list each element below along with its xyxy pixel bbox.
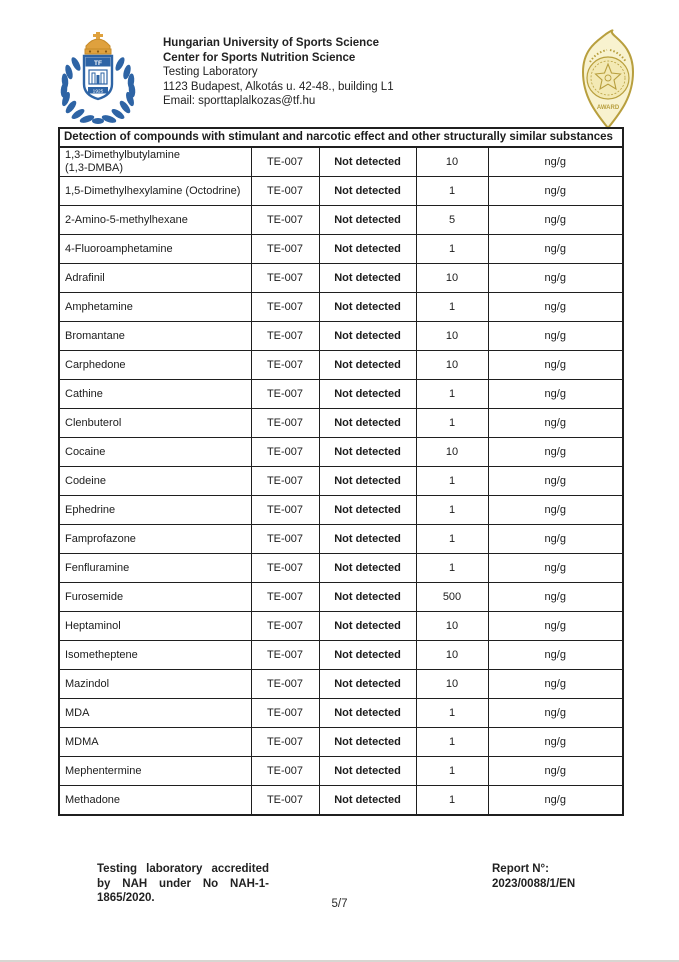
method-cell: TE-007 — [251, 235, 319, 264]
results-table — [58, 127, 624, 816]
unit-cell: ng/g — [488, 293, 623, 322]
svg-text:TF: TF — [94, 59, 102, 67]
method-cell: TE-007 — [251, 351, 319, 380]
substance-cell: Amphetamine — [59, 293, 251, 322]
limit-cell: 1 — [416, 728, 488, 757]
limit-cell: 10 — [416, 612, 488, 641]
page-number: 5/7 — [331, 898, 348, 910]
substance-cell: 4-Fluoroamphetamine — [59, 235, 251, 264]
substance-cell: Heptaminol — [59, 612, 251, 641]
unit-cell: ng/g — [488, 147, 623, 177]
org-email: Email: sporttaplalkozas@tf.hu — [163, 95, 316, 108]
unit-cell: ng/g — [488, 351, 623, 380]
result-cell: Not detected — [319, 641, 416, 670]
table-row — [59, 293, 623, 322]
method-cell: TE-007 — [251, 409, 319, 438]
result-cell: Not detected — [319, 409, 416, 438]
limit-cell: 1 — [416, 177, 488, 206]
crown-icon — [85, 32, 111, 54]
limit-cell: 10 — [416, 351, 488, 380]
substance-cell: Ephedrine — [59, 496, 251, 525]
limit-cell: 10 — [416, 322, 488, 351]
limit-cell: 10 — [416, 438, 488, 467]
substance-cell: MDMA — [59, 728, 251, 757]
unit-cell: ng/g — [488, 786, 623, 816]
result-cell: Not detected — [319, 786, 416, 816]
table-row — [59, 206, 623, 235]
method-cell: TE-007 — [251, 728, 319, 757]
result-cell: Not detected — [319, 380, 416, 409]
report-number: 2023/0088/1/EN — [492, 877, 576, 890]
method-cell: TE-007 — [251, 380, 319, 409]
svg-text:1925: 1925 — [92, 89, 104, 95]
result-cell: Not detected — [319, 467, 416, 496]
limit-cell: 1 — [416, 293, 488, 322]
limit-cell: 1 — [416, 786, 488, 816]
method-cell: TE-007 — [251, 583, 319, 612]
limit-cell: 10 — [416, 264, 488, 293]
substance-cell: Adrafinil — [59, 264, 251, 293]
table-row — [59, 322, 623, 351]
substance-cell: MDA — [59, 699, 251, 728]
method-cell: TE-007 — [251, 786, 319, 816]
unit-cell: ng/g — [488, 467, 623, 496]
limit-cell: 1 — [416, 235, 488, 264]
substance-cell: 1,3-Dimethylbutylamine (1,3-DMBA) — [59, 147, 251, 177]
table-row — [59, 467, 623, 496]
unit-cell: ng/g — [488, 728, 623, 757]
result-cell: Not detected — [319, 206, 416, 235]
table-row — [59, 554, 623, 583]
method-cell: TE-007 — [251, 641, 319, 670]
result-cell: Not detected — [319, 293, 416, 322]
report-number-block — [492, 862, 632, 891]
substance-cell: Methadone — [59, 786, 251, 816]
table-title-row — [59, 128, 623, 147]
limit-cell: 1 — [416, 380, 488, 409]
table-row — [59, 496, 623, 525]
method-cell: TE-007 — [251, 525, 319, 554]
limit-cell: 500 — [416, 583, 488, 612]
method-cell: TE-007 — [251, 612, 319, 641]
report-label: Report N°: — [492, 863, 549, 875]
substance-cell: Codeine — [59, 467, 251, 496]
result-cell: Not detected — [319, 583, 416, 612]
limit-cell: 10 — [416, 147, 488, 177]
table-row — [59, 786, 623, 816]
table-row — [59, 525, 623, 554]
table-row — [59, 641, 623, 670]
result-cell: Not detected — [319, 177, 416, 206]
org-lab: Testing Laboratory — [163, 66, 258, 79]
result-cell: Not detected — [319, 525, 416, 554]
limit-cell: 1 — [416, 525, 488, 554]
seal-caption: AWARD — [596, 105, 620, 111]
unit-cell: ng/g — [488, 496, 623, 525]
substance-cell: 2-Amino-5-methylhexane — [59, 206, 251, 235]
limit-cell: 1 — [416, 467, 488, 496]
method-cell: TE-007 — [251, 177, 319, 206]
unit-cell: ng/g — [488, 206, 623, 235]
results-table-body — [59, 128, 623, 815]
method-cell: TE-007 — [251, 438, 319, 467]
result-cell: Not detected — [319, 235, 416, 264]
unit-cell: ng/g — [488, 699, 623, 728]
substance-cell: Mephentermine — [59, 757, 251, 786]
org-name: Hungarian University of Sports Science — [163, 37, 380, 49]
university-logo-icon — [52, 26, 144, 128]
table-row — [59, 583, 623, 612]
limit-cell: 1 — [416, 409, 488, 438]
method-cell: TE-007 — [251, 467, 319, 496]
limit-cell: 10 — [416, 670, 488, 699]
limit-cell: 1 — [416, 496, 488, 525]
substance-cell: Isometheptene — [59, 641, 251, 670]
result-cell: Not detected — [319, 670, 416, 699]
result-cell: Not detected — [319, 264, 416, 293]
result-cell: Not detected — [319, 728, 416, 757]
result-cell: Not detected — [319, 699, 416, 728]
result-cell: Not detected — [319, 757, 416, 786]
method-cell: TE-007 — [251, 496, 319, 525]
substance-cell: Bromantane — [59, 322, 251, 351]
table-row — [59, 757, 623, 786]
limit-cell: 10 — [416, 641, 488, 670]
method-cell: TE-007 — [251, 293, 319, 322]
table-row — [59, 264, 623, 293]
result-cell: Not detected — [319, 496, 416, 525]
method-cell: TE-007 — [251, 554, 319, 583]
org-address: 1123 Budapest, Alkotás u. 42-48., building L1 — [163, 80, 394, 93]
table-row — [59, 438, 623, 467]
result-cell: Not detected — [319, 554, 416, 583]
limit-cell: 1 — [416, 554, 488, 583]
unit-cell: ng/g — [488, 264, 623, 293]
unit-cell: ng/g — [488, 612, 623, 641]
substance-cell: Carphedone — [59, 351, 251, 380]
table-title: Detection of compounds with stimulant and narcotic effect and other structurally similar substances — [59, 128, 623, 147]
substance-cell: Fenfluramine — [59, 554, 251, 583]
method-cell: TE-007 — [251, 147, 319, 177]
unit-cell: ng/g — [488, 235, 623, 264]
table-row — [59, 351, 623, 380]
org-center: Center for Sports Nutrition Science — [163, 51, 356, 64]
substance-cell: Cocaine — [59, 438, 251, 467]
table-row — [59, 380, 623, 409]
method-cell: TE-007 — [251, 699, 319, 728]
unit-cell: ng/g — [488, 438, 623, 467]
table-row — [59, 409, 623, 438]
table-row — [59, 177, 623, 206]
unit-cell: ng/g — [488, 409, 623, 438]
table-row — [59, 147, 623, 177]
method-cell: TE-007 — [251, 264, 319, 293]
substance-cell: Cathine — [59, 380, 251, 409]
table-row — [59, 235, 623, 264]
table-row — [59, 699, 623, 728]
result-cell: Not detected — [319, 612, 416, 641]
unit-cell: ng/g — [488, 757, 623, 786]
result-cell: Not detected — [319, 438, 416, 467]
substance-cell: Mazindol — [59, 670, 251, 699]
organization-header — [163, 36, 493, 109]
substance-cell: Clenbuterol — [59, 409, 251, 438]
unit-cell: ng/g — [488, 670, 623, 699]
unit-cell: ng/g — [488, 641, 623, 670]
table-row — [59, 612, 623, 641]
accreditation-note: Testing laboratory accredited by NAH under No NAH-1-1865/2020. — [97, 863, 269, 904]
unit-cell: ng/g — [488, 380, 623, 409]
limit-cell: 1 — [416, 757, 488, 786]
method-cell: TE-007 — [251, 206, 319, 235]
result-cell: Not detected — [319, 322, 416, 351]
unit-cell: ng/g — [488, 554, 623, 583]
unit-cell: ng/g — [488, 322, 623, 351]
table-row — [59, 670, 623, 699]
substance-cell: 1,5-Dimethylhexylamine (Octodrine) — [59, 177, 251, 206]
method-cell: TE-007 — [251, 322, 319, 351]
limit-cell: 5 — [416, 206, 488, 235]
table-row — [59, 728, 623, 757]
tf-shield-icon — [84, 56, 112, 99]
unit-cell: ng/g — [488, 583, 623, 612]
method-cell: TE-007 — [251, 757, 319, 786]
method-cell: TE-007 — [251, 670, 319, 699]
unit-cell: ng/g — [488, 525, 623, 554]
unit-cell: ng/g — [488, 177, 623, 206]
quality-award-seal-icon — [563, 28, 653, 133]
result-cell: Not detected — [319, 147, 416, 177]
result-cell: Not detected — [319, 351, 416, 380]
substance-cell: Furosemide — [59, 583, 251, 612]
substance-cell: Famprofazone — [59, 525, 251, 554]
limit-cell: 1 — [416, 699, 488, 728]
